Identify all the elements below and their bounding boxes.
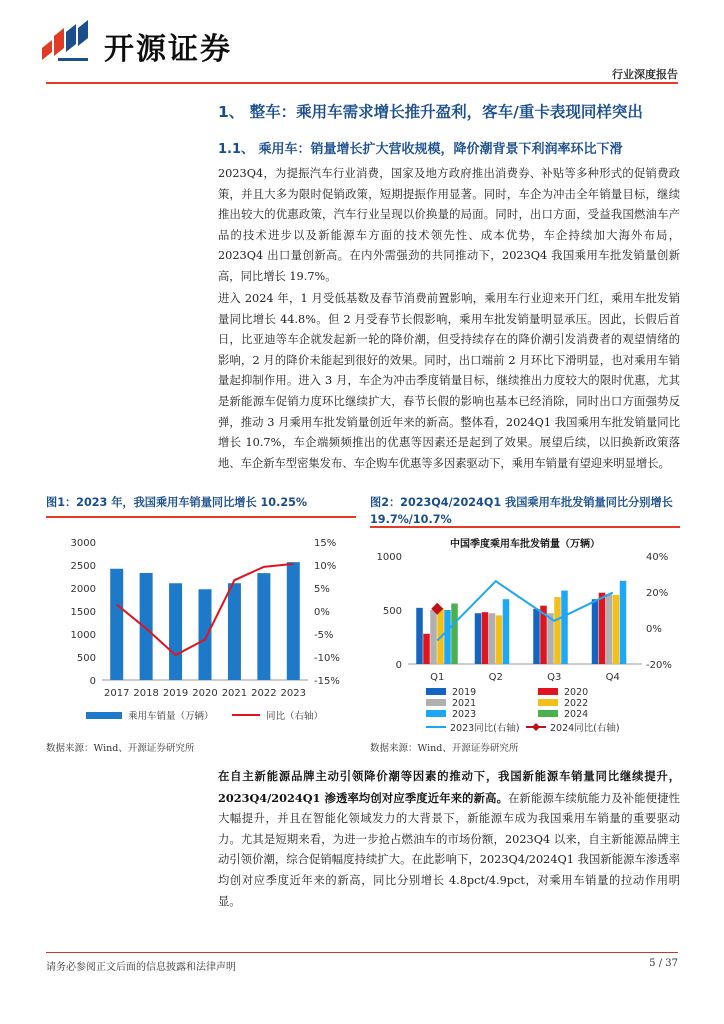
legend-label: 2020 — [564, 687, 589, 698]
bar — [416, 608, 423, 664]
bar — [140, 573, 153, 680]
paragraph-3 — [218, 766, 680, 912]
legend-label: 2024同比(右轴) — [550, 723, 620, 734]
x-tick-label: 2019 — [162, 688, 189, 699]
x-tick-label: Q4 — [605, 672, 620, 683]
x-tick-label: Q3 — [547, 672, 562, 683]
subsection-heading: 1.1、 乘用车：销量增长扩大营收规模，降价潮背景下利润率环比下滑 — [218, 142, 623, 157]
x-tick-label: 2022 — [251, 688, 277, 699]
y-left-tick-label: 500 — [76, 653, 96, 664]
bar — [287, 562, 300, 680]
paragraph-3-body: 在新能源车续航能力及补能便捷性大幅提升，并且在智能化领域发力的大背景下，新能源车成为我国乘用车销量的重要驱动力。尤其是短期来看，为进一步抢占燃油车的市场份额，2023Q4 以来，自主新能源品牌主动引领价潮，综合促销幅度持续扩大。在此影响下，2023Q4/2024Q1 我国新能源车渗透率均创对应季度近年来的新高，同比分别增长 4.8pct/4.9pct，对乘用车销量的拉动作用明显。 — [218, 791, 680, 908]
legend-label: 同比（右轴） — [266, 711, 324, 722]
y-right-tick-label: 0% — [646, 624, 662, 635]
bar — [228, 583, 241, 680]
bar — [110, 569, 123, 680]
legend-swatch — [426, 688, 446, 695]
bar — [489, 613, 496, 664]
y-left-tick-label: 3000 — [70, 538, 96, 549]
figure2-source: 数据来源：Wind、开源证券研究所 — [370, 743, 519, 754]
bar — [606, 594, 613, 664]
company-name: 开源证券 — [104, 32, 232, 67]
figure1-source: 数据来源：Wind、开源证券研究所 — [46, 743, 195, 754]
y-left-tick-label: 1500 — [70, 607, 96, 618]
figure2-rule — [370, 526, 680, 528]
paragraph-3-lead: 在自主新能源品牌主动引领降价潮等因素的推动下，我国新能源车销量同比继续提升，2023Q4/2024Q1 渗透率均创对应季度近年来的新高。 — [218, 769, 680, 805]
chart-title: 中国季度乘用车批发销量（万辆） — [450, 539, 600, 550]
legend-label: 2023同比(右轴) — [450, 723, 520, 734]
page-number: 5 / 37 — [649, 958, 678, 969]
y-left-tick-label: 1000 — [70, 630, 96, 641]
legend-label: 2024 — [564, 709, 589, 720]
figure2-title: 图2：2023Q4/2024Q1 我国乘用车批发销量同比分别增长 19.7%/10.7% — [370, 496, 673, 526]
bar — [496, 615, 503, 664]
bar — [257, 573, 270, 680]
y-left-tick-label: 0 — [89, 676, 96, 687]
y-right-tick-label: 5% — [314, 584, 330, 595]
y-right-tick-label: 0% — [314, 607, 330, 618]
y-right-tick-label: 15% — [314, 538, 337, 549]
y-right-tick-label: -15% — [314, 676, 340, 687]
bar — [423, 634, 430, 664]
legend-swatch — [426, 699, 446, 706]
paragraph-2: 进入 2024 年，1 月受低基数及春节消费前置影响，乘用车行业迎来开门红，乘用车批发销量同比增长 44.8%。但 2 月受春节长假影响，乘用车批发销量明显承压。因此，长假后首日，比亚迪等车企就发起新一轮的降价潮，但受持续存在的降价潮引发消费者的观望情绪的影响，2 月的降价未能起到很好的效果。同时，出口端前 2 月环比下滑明显，也对乘用车销量起抑制作用。进入 3 月，车企为冲击季度销量目标，继续推出力度较大的限时优惠，尤其是新能源车促销力度环比继续扩大，春节长假的影响也基本已经消除，同时出口方面强势反弹，推动 3 月乘用车批发销量创近年来的新高。整体看，2024Q1 我国乘用车批发销量同比增长 10.7%，车企端频频推出的优惠等因素还是起到了效果。展望后续，以旧换新政策落地、车企新车型密集发布、车企购车优惠等多因素驱动下，乘用车销量有望迎来明显增长。 — [218, 292, 680, 470]
figure1-rule — [46, 516, 356, 518]
figure2-chart — [370, 530, 680, 738]
header-divider — [46, 82, 678, 84]
y-right-tick-label: 10% — [314, 561, 337, 572]
bar — [533, 609, 540, 664]
bar — [451, 604, 458, 664]
x-tick-label: 2018 — [133, 688, 159, 699]
y-right-tick-label: -20% — [646, 660, 672, 671]
legend-label: 2023 — [452, 709, 477, 720]
y-right-tick-label: -5% — [314, 630, 334, 641]
bar — [503, 599, 510, 664]
footer-disclaimer: 请务必参阅正文后面的信息披露和法律声明 — [46, 962, 236, 973]
yoy-2023-line — [437, 581, 613, 640]
bar — [169, 583, 182, 680]
bar — [561, 591, 568, 664]
legend-swatch — [538, 699, 558, 706]
x-tick-label: 2020 — [192, 688, 218, 699]
y-left-tick-label: 0 — [395, 660, 402, 671]
bar — [430, 610, 437, 664]
bar — [475, 613, 482, 664]
bar — [444, 610, 451, 664]
x-tick-label: 2017 — [103, 688, 130, 699]
legend-label: 2022 — [564, 698, 589, 709]
bar — [199, 589, 212, 680]
company-logo — [38, 18, 278, 66]
section-heading: 1、 整车：乘用车需求增长推升盈利，客车/重卡表现同样突出 — [218, 103, 643, 121]
paragraph-1: 2023Q4，为提振汽车行业消费，国家及地方政府推出消费券、补贴等多种形式的促销费政策，并且大多为限时促销政策，短期提振作用显著。同时，车企为冲击全年销量目标，继续推出较大的优惠政策，汽车行业呈现以价换量的局面。同时，出口方面，受益我国燃油车产品的技术进步以及新能源车方面的技术领先性、成本优势，车企持续加大海外布局，2023Q4 出口量创新高。在内外需强劲的共同推动下，2023Q4 我国乘用车批发销量创新高，同比增长 19.7%。 — [218, 167, 680, 283]
bar — [620, 581, 627, 664]
legend-swatch — [538, 710, 558, 717]
y-left-tick-label: 2500 — [70, 561, 96, 572]
footer-divider — [46, 952, 678, 953]
figure1-title: 图1：2023 年，我国乘用车销量同比增长 10.25% — [46, 496, 308, 509]
y-left-tick-label: 1000 — [376, 552, 402, 563]
bar — [592, 599, 599, 664]
legend-label: 2021 — [452, 698, 477, 709]
y-right-tick-label: 20% — [646, 588, 669, 599]
y-right-tick-label: 40% — [646, 552, 669, 563]
legend-swatch-bar — [86, 712, 122, 719]
y-right-tick-label: -10% — [314, 653, 340, 664]
report-type-label: 行业深度报告 — [612, 68, 678, 81]
legend-swatch — [426, 710, 446, 717]
figure1-chart — [46, 522, 356, 738]
x-tick-label: Q1 — [430, 672, 445, 683]
x-tick-label: Q2 — [488, 672, 503, 683]
legend-swatch — [538, 688, 558, 695]
legend-swatch-marker — [532, 723, 540, 731]
y-left-tick-label: 2000 — [70, 584, 96, 595]
legend-label: 2019 — [452, 687, 477, 698]
bar — [482, 612, 489, 664]
logo-mark-icon — [38, 18, 98, 66]
x-tick-label: 2023 — [280, 688, 307, 699]
y-left-tick-label: 500 — [382, 606, 402, 617]
legend-label: 乘用车销量（万辆） — [128, 711, 214, 722]
bar — [554, 597, 561, 664]
bar — [613, 595, 620, 664]
x-tick-label: 2021 — [221, 688, 248, 699]
bar — [599, 593, 606, 664]
